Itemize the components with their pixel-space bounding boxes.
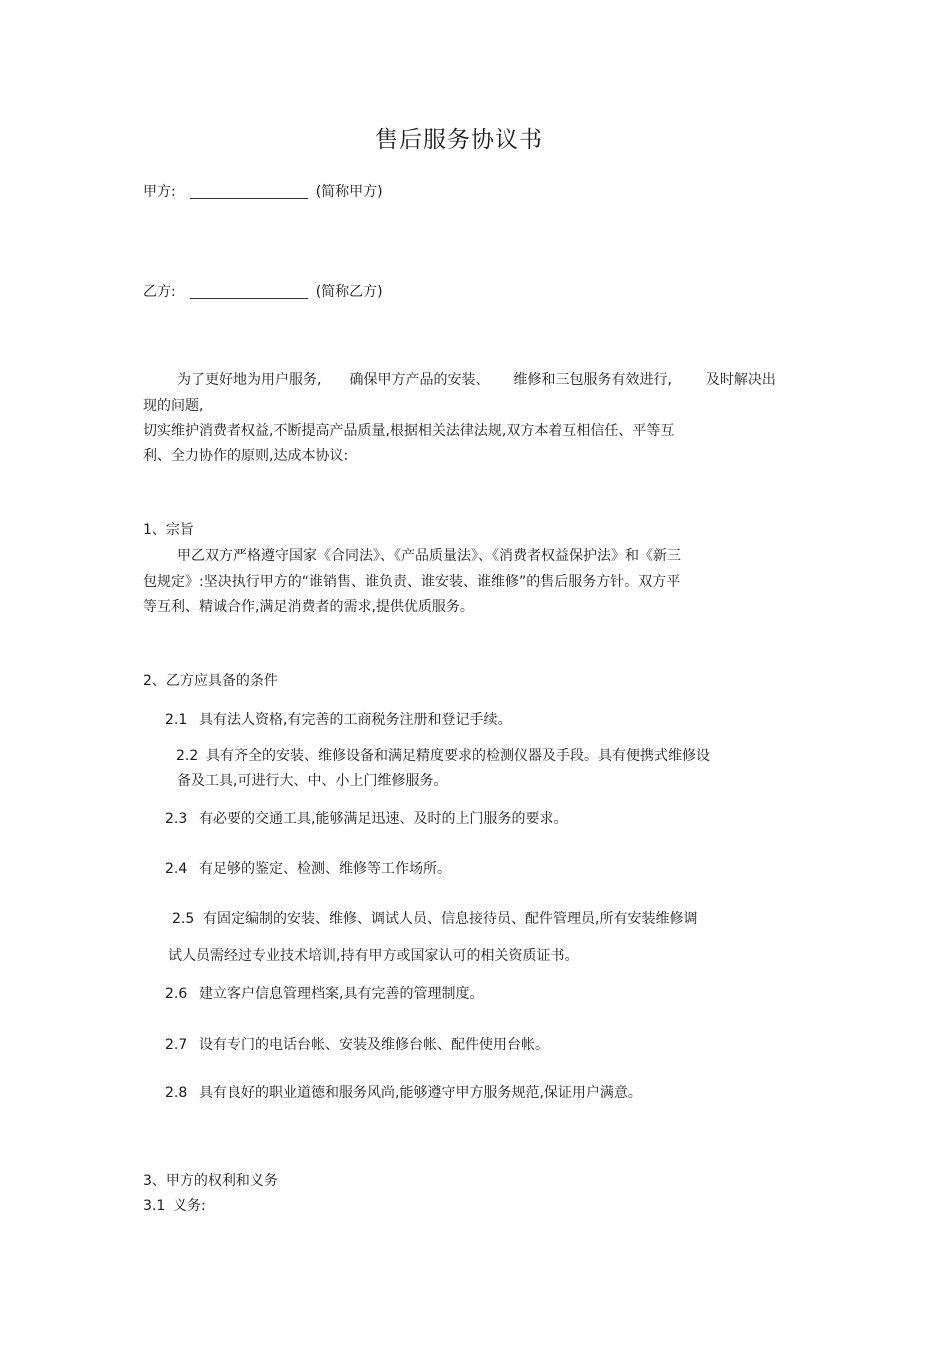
intro-line-4: 利、全力协作的原则,达成本协议: [143,448,349,464]
list-item-2-6 [165,984,483,1004]
item-number: 2.5 [172,911,195,927]
list-item-2-2 [176,746,710,766]
party-b-line [143,282,383,302]
intro-line-3: 切实维护消费者权益,不断提高产品质量,根据相关法律法规,双方本着互相信任、平等互 [143,423,675,439]
section-1-line-2: 包规定》:坚决执行甲方的“谁销售、谁负责、谁安装、谁维修”的售后服务方针。双方平 [143,574,681,590]
section-1-heading: 1、宗旨 [143,522,194,538]
party-a-line [143,182,383,202]
section-1-line-3: 等互利、精诚合作,满足消费者的需求,提供优质服务。 [143,599,474,615]
item-number: 2.8 [165,1085,188,1101]
section-2-heading: 2、乙方应具备的条件 [143,673,278,689]
list-item-2-5 [172,909,697,929]
section-1-line-1: 甲乙双方严格遵守国家《合同法》、《产品质量法》、《消费者权益保护法》和《新三 [177,548,681,564]
list-item-2-8 [165,1083,642,1103]
item-text: 设有专门的电话台帐、安装及维修台帐、配件使用台帐。 [199,1037,549,1053]
item-text: 具有齐全的安装、维修设备和满足精度要求的检测仪器及手段。具有便携式维修设 [206,748,710,764]
item-text: 有固定编制的安装、维修、调试人员、信息接待员、配件管理员,所有安装维修调 [203,911,698,927]
intro-seg-3: 维修和三包服务有效进行, [513,372,672,388]
item-number: 2.6 [165,986,188,1002]
intro-line-2: 现的问题, [143,398,204,414]
party-b-note: (简称乙方) [315,284,383,300]
item-text: 具有良好的职业道德和服务风尚,能够遵守甲方服务规范,保证用户满意。 [199,1085,642,1101]
item-text: 有必要的交通工具,能够满足迅速、及时的上门服务的要求。 [199,811,568,827]
item-number: 2.3 [165,811,188,827]
item-text: 义务: [173,1198,206,1214]
section-3-1-line [143,1196,206,1216]
party-a-note: (简称甲方) [315,184,383,200]
item-text: 具有法人资格,有完善的工商税务注册和登记手续。 [199,712,512,728]
list-item-2-3 [165,809,567,829]
list-item-2-1 [165,710,511,730]
intro-seg-2: 确保甲方产品的安装、 [349,372,490,388]
party-b-blank [190,284,308,299]
item-number: 2.7 [165,1037,188,1053]
intro-seg-1: 为了更好地为用户服务, [177,372,322,388]
list-item-2-2-cont: 备及工具,可进行大、中、小上门维修服务。 [177,773,448,789]
party-a-label: 甲方: [143,184,176,200]
document-title: 售后服务协议书 [375,127,543,153]
list-item-2-7 [165,1035,549,1055]
party-a-blank [190,184,308,199]
item-text: 建立客户信息管理档案,具有完善的管理制度。 [199,986,484,1002]
intro-seg-4: 及时解决出 [705,372,776,388]
item-number: 2.1 [165,712,188,728]
section-3-heading: 3、甲方的权利和义务 [143,1173,278,1189]
party-b-label: 乙方: [143,284,176,300]
intro-line-1 [177,370,776,390]
item-number: 2.2 [176,748,199,764]
item-number: 2.4 [165,861,188,877]
item-text: 有足够的鉴定、检测、维修等工作场所。 [199,861,451,877]
list-item-2-4 [165,859,451,879]
list-item-2-5-cont: 试人员需经过专业技术培训,持有甲方或国家认可的相关资质证书。 [168,948,579,964]
item-number: 3.1 [143,1198,166,1214]
